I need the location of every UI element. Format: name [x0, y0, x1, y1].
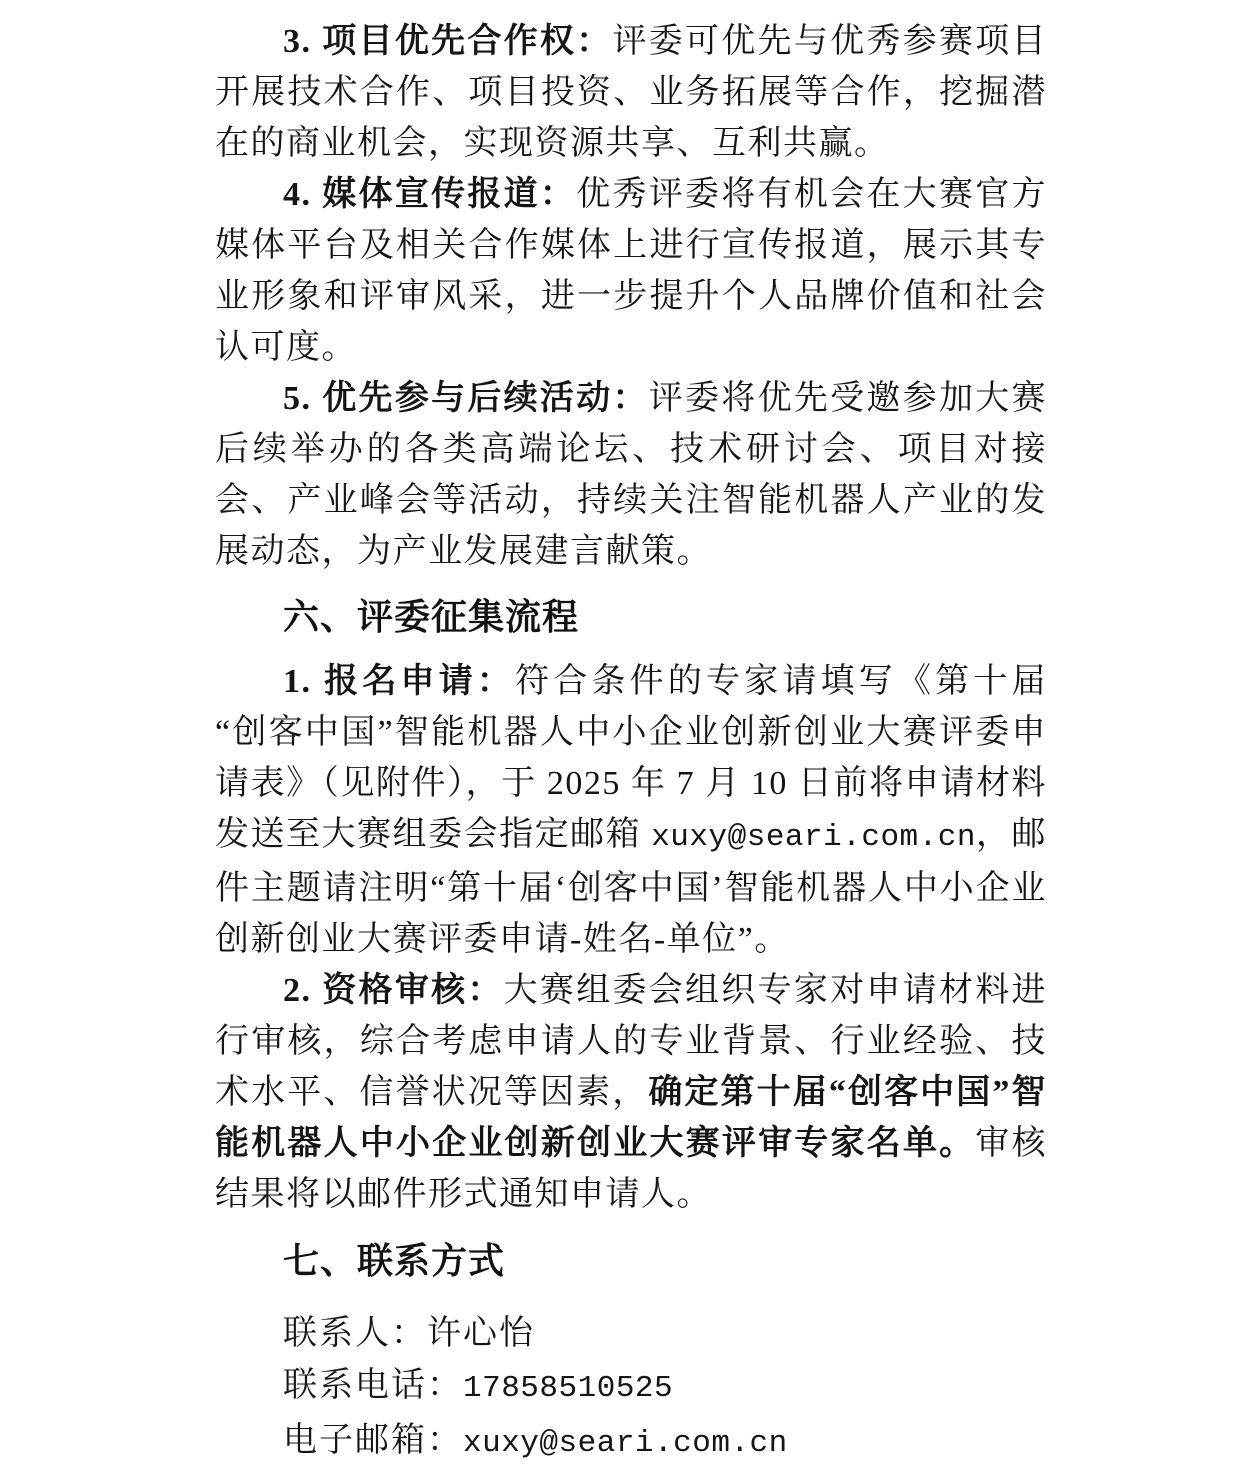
contact-phone-line — [215, 1360, 1047, 1415]
benefit-3-text: 评委可优先与优秀参赛项目开展技术合作、项目投资、业务拓展等合作，挖掘潜在的商业机会，实现资源共享、互利共赢。 — [215, 23, 1048, 162]
benefit-4-text: 优秀评委将有机会在大赛官方媒体平台及相关合作媒体上进行宣传报道，展示其专业形象和评审风采，进一步提升个人品牌价值和社会认可度。 — [215, 176, 1048, 366]
review-bold-text: 确定第十届“创客中国”智能机器人中小企业创新创业大赛评审专家名单。 — [215, 1074, 1048, 1162]
contact-person-value: 许心怡 — [427, 1315, 535, 1352]
paragraph-benefit-5 — [215, 373, 1047, 577]
contact-person-label: 联系人： — [283, 1315, 427, 1352]
paragraph-application — [215, 656, 1047, 965]
contact-phone-value: 17858510525 — [463, 1371, 674, 1406]
contact-email-line — [215, 1415, 1047, 1470]
benefit-4-label: 4. 媒体宣传报道： — [283, 176, 577, 213]
section-6-heading: 六、评委征集流程 — [283, 596, 580, 637]
review-text-2: 审核结果将以邮件形式通知申请人。 — [215, 1125, 1048, 1213]
paragraph-benefit-4 — [215, 169, 1047, 373]
contact-person-line — [215, 1308, 1047, 1360]
review-text-1: 大赛组委会组织专家对申请材料进行审核，综合考虑申请人的专业背景、行业经验、技术水平、信誉状况等因素， — [215, 972, 1048, 1111]
contact-email-label: 电子邮箱： — [283, 1422, 463, 1459]
section-7-heading: 七、联系方式 — [283, 1240, 506, 1281]
paragraph-benefit-3 — [215, 16, 1047, 169]
application-label: 1. 报名申请： — [283, 663, 516, 700]
review-label: 2. 资格审核： — [283, 972, 504, 1009]
benefit-5-text: 评委将优先受邀参加大赛后续举办的各类高端论坛、技术研讨会、项目对接会、产业峰会等活动，持续关注智能机器人产业的发展动态，为产业发展建言献策。 — [215, 380, 1047, 570]
benefit-3-label: 3. 项目优先合作权： — [283, 23, 613, 60]
contact-phone-label: 联系电话： — [283, 1367, 463, 1404]
application-email: xuxy@seari.com.cn — [651, 820, 976, 855]
contact-email-value: xuxy@seari.com.cn — [463, 1426, 788, 1461]
benefit-5-label: 5. 优先参与后续活动： — [283, 380, 649, 417]
application-text-1: 符合条件的专家请填写《第十届“创客中国”智能机器人中小企业创新创业大赛评委申请表》（见附件），于 2025 年 7 月 10 日前将申请材料发送至大赛组委会指定邮箱 — [215, 663, 1048, 853]
paragraph-qualification-review — [215, 965, 1047, 1220]
application-text-2: ，邮件主题请注明“第十届‘创客中国’智能机器人中小企业创新创业大赛评委申请-姓名-单位”。 — [215, 816, 1047, 958]
